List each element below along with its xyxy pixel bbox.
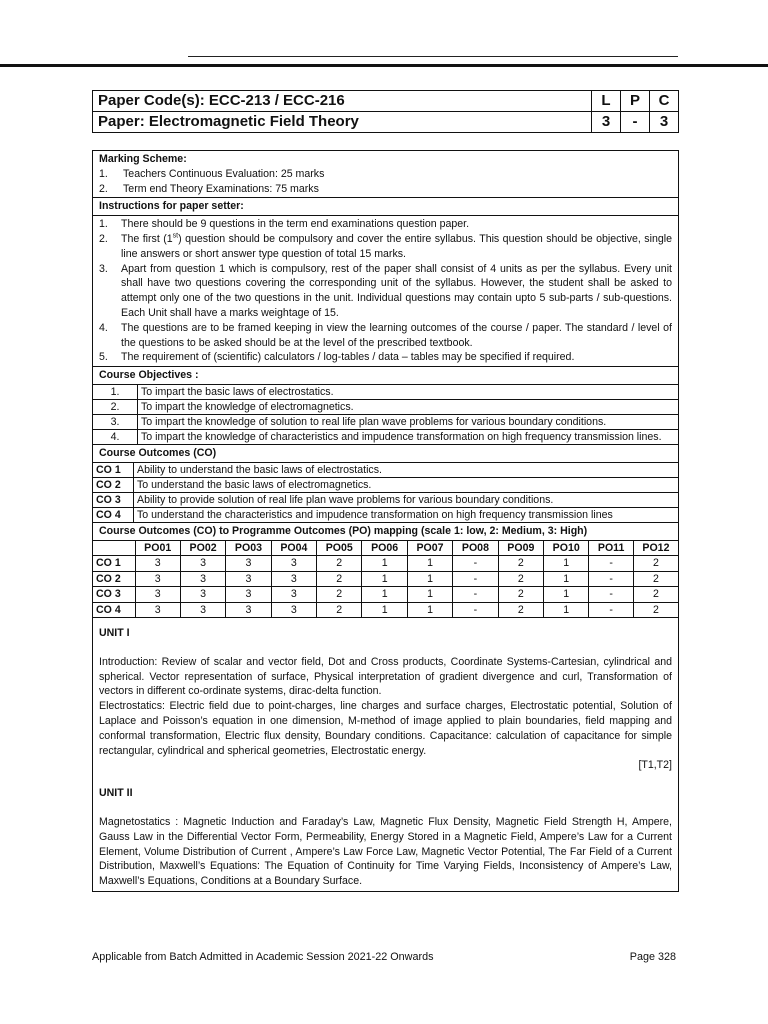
instruction-item: 2. The first (1st) question should be compulsory and cover the entire syllabus. This question should be objective, single line answers or short answer type question of total 15 marks. <box>99 232 672 260</box>
instruction-item: 3. Apart from question 1 which is compulsory, rest of the paper shall consist of 4 units as per the syllabus. Every unit shall have two questions covering the corresponding unit of the syllabus. However, the student shall be asked to attempt only one of the two questions in the unit. Individual questions may contain upto 5 sub-parts / sub-questions. Each Unit shall have a marks weightage of 15. <box>99 262 672 319</box>
unit-1-reference: [T1,T2] <box>638 759 672 772</box>
outcomes-row <box>93 462 679 522</box>
mapping-co-row: CO 4 3 3 3 3 2 1 1 - 2 1 - 2 <box>93 602 678 617</box>
unit-1-para-electrostatics: Electrostatics: Electric field due to point-charges, line charges and surface charges, Electrostatic potential, Solution of Laplace and Poisson’s equation in one dimension, M-method of image applied to plain boundaries, field mapping and conformal transformation, Electric flux density, Boundary conditions. Capacitance: calculation of capacitance for simple rectangular, cylindrical and spherical geometries, Electrostatic energy. <box>99 700 672 757</box>
mapping-co-row: CO 3 3 3 3 3 2 1 1 - 2 1 - 2 <box>93 587 678 603</box>
header-bar <box>0 64 768 67</box>
unit-1-title: UNIT I <box>99 627 130 640</box>
header-row-paper <box>93 112 679 133</box>
mapping-co-row: CO 1 3 3 3 3 2 1 1 - 2 1 - 2 <box>93 556 678 572</box>
objectives-title: Course Objectives : <box>93 367 679 385</box>
marking-scheme-row <box>93 151 679 198</box>
objective-row: 4. To impart the knowledge of characteristics and impudence transformation on high frequency transmission lines. <box>93 429 678 444</box>
objectives-table <box>93 385 678 444</box>
objectives-row <box>93 384 679 444</box>
col-p: P <box>621 91 650 112</box>
units-row <box>93 618 679 892</box>
objectives-title-row <box>93 367 679 385</box>
val-l: 3 <box>592 112 621 133</box>
objective-row: 1. To impart the basic laws of electrostatics. <box>93 385 678 400</box>
outcomes-title-row <box>93 444 679 462</box>
instructions-row <box>93 216 679 367</box>
page-number: Page 328 <box>629 951 676 963</box>
marking-list <box>99 167 672 197</box>
outcomes-title: Course Outcomes (CO) <box>93 444 679 462</box>
outcome-row: CO 2 To understand the basic laws of electromagnetics. <box>93 477 678 492</box>
val-p: - <box>621 112 650 133</box>
val-c: 3 <box>650 112 679 133</box>
objective-row: 3. To impart the knowledge of solution to real life plan wave problems for various boundary conditions. <box>93 414 678 429</box>
mapping-title-row <box>93 522 679 540</box>
mapping-title: Course Outcomes (CO) to Programme Outcomes (PO) mapping (scale 1: low, 2: Medium, 3: High) <box>93 522 679 540</box>
objective-row: 2. To impart the knowledge of electromagnetics. <box>93 399 678 414</box>
unit-2-para-magnetostatics: Magnetostatics : Magnetic Induction and Faraday’s Law, Magnetic Flux Density, Magnetic Field Strength H, Ampere, Gauss Law in the Differential Vector Form, Permeability, Energy Stored in a Magnetic Field, Ampere’s Law for a Current Element, Volume Distribution of Current , Ampere’s Law Force Law, Magnetic Vector Potential, The Far Field of a Current Distribution, Maxwell’s Equations: The Equation of Continuity for Time Varying Fields, Inconsistency of Ampere’s Law, Maxwell’s Equations, Conditions at a Boundary Surface. <box>99 816 672 888</box>
col-c: C <box>650 91 679 112</box>
outcome-row: CO 1 Ability to understand the basic laws of electrostatics. <box>93 463 678 478</box>
col-l: L <box>592 91 621 112</box>
mapping-table <box>93 541 678 618</box>
unit-1-para-introduction: Introduction: Review of scalar and vector field, Dot and Cross products, Coordinate Systems-Cartesian, cylindrical and spherical. Vector representation of surface, Physical interpretation of gradient divergence and curl, Transformation of vectors in different co-ordinate systems, dirac-delta function. <box>99 655 672 698</box>
paper-header-table <box>92 90 679 133</box>
mapping-row <box>93 540 679 618</box>
outcomes-table <box>93 463 678 522</box>
instructions-title-row <box>93 198 679 216</box>
unit-2-title: UNIT II <box>99 787 133 800</box>
footer-applicable-text: Applicable from Batch Admitted in Academic Session 2021-22 Onwards <box>92 951 434 963</box>
paper-code: Paper Code(s): ECC-213 / ECC-216 <box>93 91 592 112</box>
header-row-code <box>93 91 679 112</box>
mapping-header-row: PO01 PO02 PO03 PO04 PO05 PO06 PO07 PO08 PO09 PO10 PO11 PO12 <box>93 541 678 556</box>
instructions-title: Instructions for paper setter: <box>93 198 679 216</box>
mapping-co-row: CO 2 3 3 3 3 2 1 1 - 2 1 - 2 <box>93 571 678 587</box>
instruction-item: 5. The requirement of (scientific) calculators / log-tables / data – tables may be specified if required. <box>99 351 575 364</box>
marking-scheme-title: Marking Scheme: <box>99 153 187 165</box>
marking-item: 1. Teachers Continuous Evaluation: 25 marks <box>99 167 325 180</box>
instruction-item: 1. There should be 9 questions in the term end examinations question paper. <box>99 218 470 231</box>
syllabus-table <box>92 150 679 892</box>
paper-name: Paper: Electromagnetic Field Theory <box>93 112 592 133</box>
outcome-row: CO 3 Ability to provide solution of real life plan wave problems for various boundary conditions. <box>93 492 678 507</box>
top-rule <box>188 56 678 57</box>
instructions-list <box>99 217 672 365</box>
instruction-item: 4. The questions are to be framed keeping in view the learning outcomes of the course / paper. The standard / level of the questions to be asked should be at the level of the prescribed textbook. <box>99 321 672 349</box>
outcome-row: CO 4 To understand the characteristics and impudence transformation on high frequency transmission lines <box>93 507 678 522</box>
marking-item: 2. Term end Theory Examinations: 75 marks <box>99 182 319 195</box>
